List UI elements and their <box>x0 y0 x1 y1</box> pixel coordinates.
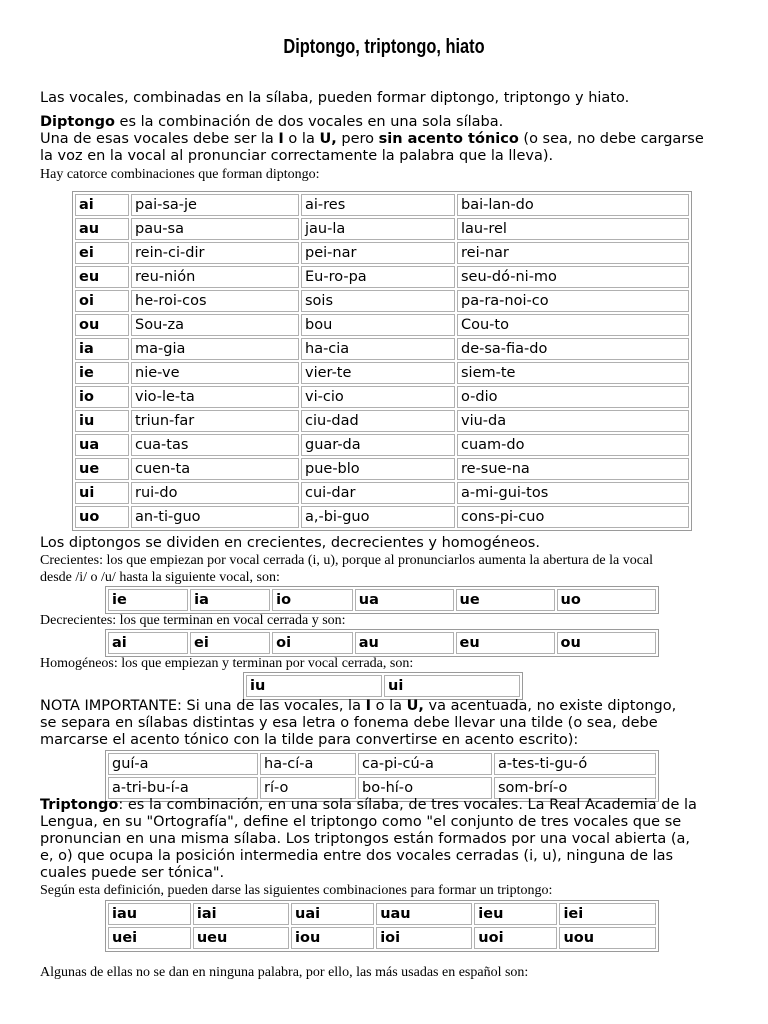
table-row <box>75 458 689 480</box>
table-cell: ia <box>75 338 129 360</box>
table-cell: io <box>272 589 353 611</box>
table-cell: uai <box>291 903 374 925</box>
table-cell: reu-nión <box>131 266 299 288</box>
bold-letter-u: U, <box>319 131 337 147</box>
table-cell: au <box>355 632 454 654</box>
table-cell: io <box>75 386 129 408</box>
crecientes-line-2: desde /i/ o /u/ hasta la siguiente vocal, son: <box>40 570 280 585</box>
crecientes-line-1: Crecientes: los que empiezan por vocal cerrada (i, u), porque al pronunciarlos aumenta la abertura de la vocal <box>40 553 654 568</box>
table-cell: ieu <box>474 903 557 925</box>
table-cell: ueu <box>193 927 289 949</box>
triptongo-term: Triptongo <box>40 797 119 813</box>
table-cell: bo-hí-o <box>358 777 492 799</box>
table-row <box>75 242 689 264</box>
table-cell: uau <box>376 903 472 925</box>
table-cell: a-mi-gui-tos <box>457 482 689 504</box>
table-cell: guar-da <box>301 434 455 456</box>
diptongo-table-body <box>75 194 689 528</box>
hiato-table <box>105 750 659 802</box>
final-line: Algunas de ellas no se dan en ninguna palabra, por ello, las más usadas en español son: <box>40 965 529 980</box>
table-cell: iei <box>559 903 656 925</box>
table-cell: a-tri-bu-í-a <box>108 777 258 799</box>
table-cell: pau-sa <box>131 218 299 240</box>
table-cell: ha-cí-a <box>260 753 356 775</box>
decrecientes-table <box>105 629 659 657</box>
table-row <box>108 903 656 925</box>
bold-phrase: sin acento tónico <box>378 131 519 147</box>
table-row <box>75 290 689 312</box>
text-span: (o sea, no debe cargarse <box>518 131 704 147</box>
crecientes-table <box>105 586 659 614</box>
table-cell: cuam-do <box>457 434 689 456</box>
nota-line-2: se separa en sílabas distintas y esa letra o fonema debe llevar una tilde (o sea, debe <box>40 715 658 731</box>
hiato-table-body <box>108 753 656 799</box>
table-cell: vier-te <box>301 362 455 384</box>
table-row <box>75 386 689 408</box>
table-row <box>75 314 689 336</box>
table-cell: uei <box>108 927 191 949</box>
triptongo-line-5: cuales puede ser tónica". <box>40 865 225 881</box>
table-cell: rí-o <box>260 777 356 799</box>
table-row <box>246 675 520 697</box>
table-cell: vi-cio <box>301 386 455 408</box>
table-cell: ma-gia <box>131 338 299 360</box>
bold-letter-i: I <box>365 698 371 714</box>
table-cell: pa-ra-noi-co <box>457 290 689 312</box>
table-cell: uo <box>557 589 656 611</box>
table-cell: ua <box>75 434 129 456</box>
table-cell: rei-nar <box>457 242 689 264</box>
table-cell: Sou-za <box>131 314 299 336</box>
homogeneos-table <box>243 672 523 700</box>
text-span: pero <box>336 131 379 147</box>
table-cell: pei-nar <box>301 242 455 264</box>
diptongo-count-line: Hay catorce combinaciones que forman diptongo: <box>40 167 320 182</box>
bold-letter-u: U, <box>406 698 424 714</box>
nota-line-1 <box>40 698 730 715</box>
table-cell: ai-res <box>301 194 455 216</box>
table-cell: ei <box>190 632 270 654</box>
table-cell: pai-sa-je <box>131 194 299 216</box>
table-cell: ciu-dad <box>301 410 455 432</box>
table-cell: ue <box>456 589 555 611</box>
table-row <box>75 434 689 456</box>
triptongo-line-6: Según esta definición, pueden darse las siguientes combinaciones para formar un triptongo: <box>40 883 553 898</box>
triptongo-line-3: pronuncian en una misma sílaba. Los triptongos están formados por una vocal abierta (a, <box>40 831 691 847</box>
table-cell: iai <box>193 903 289 925</box>
table-cell: viu-da <box>457 410 689 432</box>
table-cell: ui <box>75 482 129 504</box>
table-row <box>75 218 689 240</box>
table-cell: Eu-ro-pa <box>301 266 455 288</box>
table-row <box>75 482 689 504</box>
table-cell: rein-ci-dir <box>131 242 299 264</box>
table-cell: sois <box>301 290 455 312</box>
table-row <box>108 777 656 799</box>
triptongo-line-2: Lengua, en su "Ortografía", define el triptongo como "el conjunto de tres vocales que se <box>40 814 682 830</box>
nota-line-3: marcarse el acento tónico con la tilde para convertirse en acento escrito): <box>40 732 579 748</box>
table-cell: a-tes-ti-gu-ó <box>494 753 656 775</box>
text-span: o la <box>283 131 320 147</box>
table-row <box>108 589 656 611</box>
table-cell: oi <box>75 290 129 312</box>
table-cell: an-ti-guo <box>131 506 299 528</box>
triptongo-table-body <box>108 903 656 949</box>
table-cell: lau-rel <box>457 218 689 240</box>
intro-paragraph: Las vocales, combinadas en la sílaba, pueden formar diptongo, triptongo y hiato. <box>40 90 630 106</box>
table-cell: jau-la <box>301 218 455 240</box>
table-cell: ua <box>355 589 454 611</box>
table-cell: ioi <box>376 927 472 949</box>
table-row <box>75 266 689 288</box>
table-cell: cons-pi-cuo <box>457 506 689 528</box>
table-cell: ei <box>75 242 129 264</box>
table-cell: re-sue-na <box>457 458 689 480</box>
table-cell: bou <box>301 314 455 336</box>
table-row <box>75 194 689 216</box>
diptongo-definition <box>40 114 730 131</box>
table-cell: eu <box>75 266 129 288</box>
diptongo-table <box>72 191 692 531</box>
table-cell: iu <box>75 410 129 432</box>
table-cell: uo <box>75 506 129 528</box>
triptongo-line-1 <box>40 797 730 814</box>
triptongo-table <box>105 900 659 952</box>
table-cell: oi <box>272 632 353 654</box>
table-cell: ha-cia <box>301 338 455 360</box>
table-cell: nie-ve <box>131 362 299 384</box>
table-cell: Cou-to <box>457 314 689 336</box>
table-cell: ou <box>557 632 656 654</box>
triptongo-line-4: e, o) que ocupa la posición intermedia entre dos vocales cerradas (i, u), ninguna de las <box>40 848 674 864</box>
text-span: NOTA IMPORTANTE: Si una de las vocales, la <box>40 698 366 714</box>
table-cell: siem-te <box>457 362 689 384</box>
table-cell: de-sa-fia-do <box>457 338 689 360</box>
decrecientes-line: Decrecientes: los que terminan en vocal cerrada y son: <box>40 613 346 628</box>
table-cell: ca-pi-cú-a <box>358 753 492 775</box>
table-cell: rui-do <box>131 482 299 504</box>
table-cell: au <box>75 218 129 240</box>
table-cell: eu <box>456 632 555 654</box>
diptongo-rule-line-1 <box>40 131 730 148</box>
homogeneos-line: Homogéneos: los que empiezan y terminan por vocal cerrada, son: <box>40 656 414 671</box>
table-cell: cua-tas <box>131 434 299 456</box>
diptongo-rule-line-2: la voz en la vocal al pronunciar correctamente la palabra que la lleva). <box>40 148 554 164</box>
text-span: va acentuada, no existe diptongo, <box>423 698 677 714</box>
table-cell: triun-far <box>131 410 299 432</box>
page-title: Diptongo, triptongo, hiato <box>283 36 485 58</box>
table-cell: ue <box>75 458 129 480</box>
table-cell: ai <box>75 194 129 216</box>
table-row <box>108 753 656 775</box>
bold-letter-i: I <box>278 131 284 147</box>
table-cell: iu <box>246 675 382 697</box>
table-cell: iau <box>108 903 191 925</box>
table-cell: cuen-ta <box>131 458 299 480</box>
diptongo-definition-text: es la combinación de dos vocales en una sola sílaba. <box>114 114 504 130</box>
text-span: : es la combinación, en una sola sílaba, de tres vocales. La Real Academia de la <box>118 797 697 813</box>
table-cell: som-brí-o <box>494 777 656 799</box>
table-cell: cui-dar <box>301 482 455 504</box>
table-row <box>75 506 689 528</box>
table-cell: ia <box>190 589 270 611</box>
table-cell: o-dio <box>457 386 689 408</box>
table-cell: bai-lan-do <box>457 194 689 216</box>
table-cell: guí-a <box>108 753 258 775</box>
table-cell: seu-dó-ni-mo <box>457 266 689 288</box>
table-cell: pue-blo <box>301 458 455 480</box>
table-row <box>75 410 689 432</box>
table-cell: ie <box>108 589 188 611</box>
table-cell: vio-le-ta <box>131 386 299 408</box>
table-row <box>75 362 689 384</box>
division-line: Los diptongos se dividen en crecientes, decrecientes y homogéneos. <box>40 535 540 551</box>
table-cell: ie <box>75 362 129 384</box>
table-cell: ui <box>384 675 520 697</box>
table-row <box>108 927 656 949</box>
diptongo-term: Diptongo <box>40 114 115 130</box>
table-cell: uoi <box>474 927 557 949</box>
table-cell: ai <box>108 632 188 654</box>
table-cell: a,-bi-guo <box>301 506 455 528</box>
table-row <box>75 338 689 360</box>
table-cell: uou <box>559 927 656 949</box>
text-span: Una de esas vocales debe ser la <box>40 131 279 147</box>
table-cell: he-roi-cos <box>131 290 299 312</box>
table-row <box>108 632 656 654</box>
table-cell: ou <box>75 314 129 336</box>
table-cell: iou <box>291 927 374 949</box>
text-span: o la <box>370 698 407 714</box>
